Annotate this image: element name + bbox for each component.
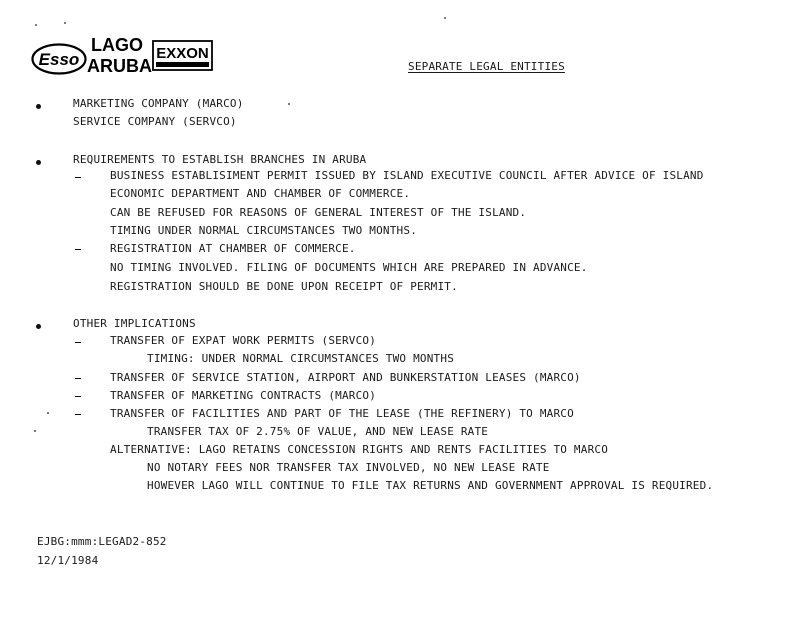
section3-item4-line2: TRANSFER TAX OF 2.75% OF VALUE, AND NEW LEASE RATE <box>147 425 489 438</box>
section3-item2: TRANSFER OF SERVICE STATION, AIRPORT AND BUNKERSTATION LEASES (MARCO) <box>110 371 581 384</box>
section2-heading: REQUIREMENTS TO ESTABLISH BRANCHES IN ARUBA <box>73 153 367 166</box>
section1-line2: SERVICE COMPANY (SERVCO) <box>73 115 237 128</box>
section2-item1-line2: ECONOMIC DEPARTMENT AND CHAMBER OF COMMERCE. <box>110 187 411 200</box>
exxon-logo-text: EXXON <box>156 45 209 62</box>
section1-line1: MARKETING COMPANY (MARCO) <box>73 97 244 110</box>
section3-alternative-line3: HOWEVER LAGO WILL CONTINUE TO FILE TAX RETURNS AND GOVERNMENT APPROVAL IS REQUIRED. <box>147 479 714 492</box>
lago-logo-line2: ARUBA <box>87 56 152 76</box>
exxon-logo <box>152 40 213 71</box>
bullet-icon <box>36 104 41 109</box>
section2-item1-line4: TIMING UNDER NORMAL CIRCUMSTANCES TWO MONTHS. <box>110 224 418 237</box>
section3-alternative-line2: NO NOTARY FEES NOR TRANSFER TAX INVOLVED, NO NEW LEASE RATE <box>147 461 550 474</box>
section2-item2-line2: NO TIMING INVOLVED. FILING OF DOCUMENTS WHICH ARE PREPARED IN ADVANCE. <box>110 261 588 274</box>
section3-alternative-line1: ALTERNATIVE: LAGO RETAINS CONCESSION RIGHTS AND RENTS FACILITIES TO MARCO <box>110 443 609 456</box>
section2-item1-line3: CAN BE REFUSED FOR REASONS OF GENERAL INTEREST OF THE ISLAND. <box>110 206 527 219</box>
section2-item2-line3: REGISTRATION SHOULD BE DONE UPON RECEIPT OF PERMIT. <box>110 280 458 293</box>
footer-date: 12/1/1984 <box>37 554 99 567</box>
dash-icon <box>75 249 81 250</box>
section3-item4-line1: TRANSFER OF FACILITIES AND PART OF THE LEASE (THE REFINERY) TO MARCO <box>110 407 574 420</box>
page-title: SEPARATE LEGAL ENTITIES <box>408 60 565 73</box>
section3-item3: TRANSFER OF MARKETING CONTRACTS (MARCO) <box>110 389 377 402</box>
section2-item2-line1: REGISTRATION AT CHAMBER OF COMMERCE. <box>110 242 356 255</box>
dash-icon <box>75 177 81 178</box>
section3-item1-line1: TRANSFER OF EXPAT WORK PERMITS (SERVCO) <box>110 334 377 347</box>
dash-icon <box>75 414 81 415</box>
bullet-icon <box>36 324 41 329</box>
scan-speck <box>288 103 290 105</box>
section2-item1-line1: BUSINESS ESTABLISIMENT PERMIT ISSUED BY ISLAND EXECUTIVE COUNCIL AFTER ADVICE OF ISLAND <box>110 169 704 182</box>
esso-logo-text: Esso <box>38 50 80 69</box>
bullet-icon <box>36 160 41 165</box>
section3-heading: OTHER IMPLICATIONS <box>73 317 196 330</box>
scan-speck <box>35 24 37 26</box>
esso-logo <box>31 43 87 75</box>
lago-logo-line1: LAGO <box>91 35 143 55</box>
section3-item1-line2: TIMING: UNDER NORMAL CIRCUMSTANCES TWO MONTHS <box>147 352 455 365</box>
scan-speck <box>64 22 66 24</box>
dash-icon <box>75 396 81 397</box>
scan-speck <box>34 430 36 432</box>
dash-icon <box>75 342 81 343</box>
scan-speck <box>47 412 49 414</box>
footer-reference: EJBG:mmm:LEGAD2-852 <box>37 535 167 548</box>
dash-icon <box>75 378 81 379</box>
scan-speck <box>444 17 446 19</box>
